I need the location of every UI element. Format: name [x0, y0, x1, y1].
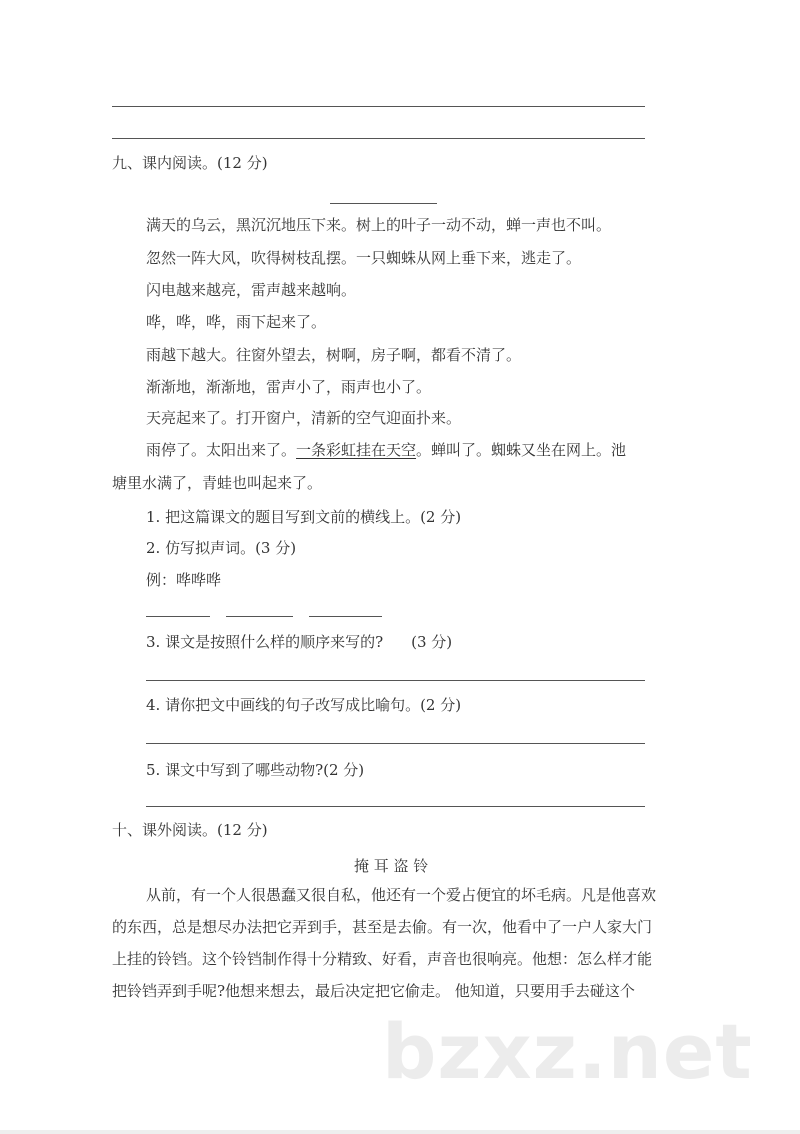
passage-line [146, 440, 626, 460]
passage-line: 渐渐地，渐渐地，雷声小了，雨声也小了。 [146, 378, 432, 396]
passage-line: 忽然一阵大风，吹得树枝乱摆。一只蜘蛛从网上垂下来，逃走了。 [146, 249, 582, 267]
question-3: 3. 课文是按照什么样的顺序来写的? [146, 633, 384, 651]
question-1: 1. 把这篇课文的题目写到文前的横线上。(2 分) [146, 508, 462, 526]
title-blank [330, 203, 437, 204]
answer-line [112, 106, 645, 107]
question-4: 4. 请你把文中画线的句子改写成比喻句。(2 分) [146, 696, 462, 714]
answer-line [112, 138, 645, 139]
passage-line: 哗，哗，哗，雨下起来了。 [146, 313, 327, 331]
answer-blank [146, 616, 210, 617]
passage-line: 雨越下越大。往窗外望去，树啊，房子啊，都看不清了。 [146, 346, 522, 364]
passage-line: 把铃铛弄到手呢?他想来想去，最后决定把它偷走。 他知道，只要用手去碰这个 [112, 982, 635, 1000]
page-edge [0, 1130, 800, 1134]
question-2-example: 例：哗哗哗 [146, 571, 222, 589]
answer-line [146, 743, 645, 744]
section-heading: 九、课内阅读。(12 分) [112, 154, 268, 172]
story-title: 掩 耳 盗 铃 [354, 857, 429, 875]
passage-line: 上挂的铃铛。这个铃铛制作得十分精致、好看，声音也很响亮。他想：怎么样才能 [112, 950, 653, 968]
passage-line: 闪电越来越亮，雷声越来越响。 [146, 281, 357, 299]
text: 雨停了。太阳出来了。 [146, 441, 297, 459]
text: 。蝉叫了。蜘蛛又坐在网上。池 [416, 441, 627, 459]
section-heading: 十、课外阅读。(12 分) [112, 821, 268, 839]
passage-line: 塘里水满了，青蛙也叫起来了。 [112, 474, 323, 492]
answer-blank [309, 616, 382, 617]
passage-line: 的东西，总是想尽办法把它弄到手，甚至是去偷。有一次，他看中了一户人家大门 [112, 918, 653, 936]
question-2: 2. 仿写拟声词。(3 分) [146, 539, 297, 557]
passage-line: 满天的乌云，黑沉沉地压下来。树上的叶子一动不动，蝉一声也不叫。 [146, 216, 612, 234]
passage-line: 天亮起来了。打开窗户，清新的空气迎面扑来。 [146, 409, 462, 427]
question-3-line [146, 632, 452, 652]
answer-line [146, 806, 645, 807]
passage-line: 从前，有一个人很愚蠢又很自私，他还有一个爱占便宜的坏毛病。凡是他喜欢 [146, 886, 657, 904]
question-5: 5. 课文中写到了哪些动物?(2 分) [146, 761, 365, 779]
question-3-score: (3 分) [411, 633, 453, 651]
underlined-sentence: 一条彩虹挂在天空 [296, 441, 417, 459]
answer-blank [226, 616, 293, 617]
answer-line [146, 680, 645, 681]
watermark: bzxz.net [382, 1007, 753, 1096]
